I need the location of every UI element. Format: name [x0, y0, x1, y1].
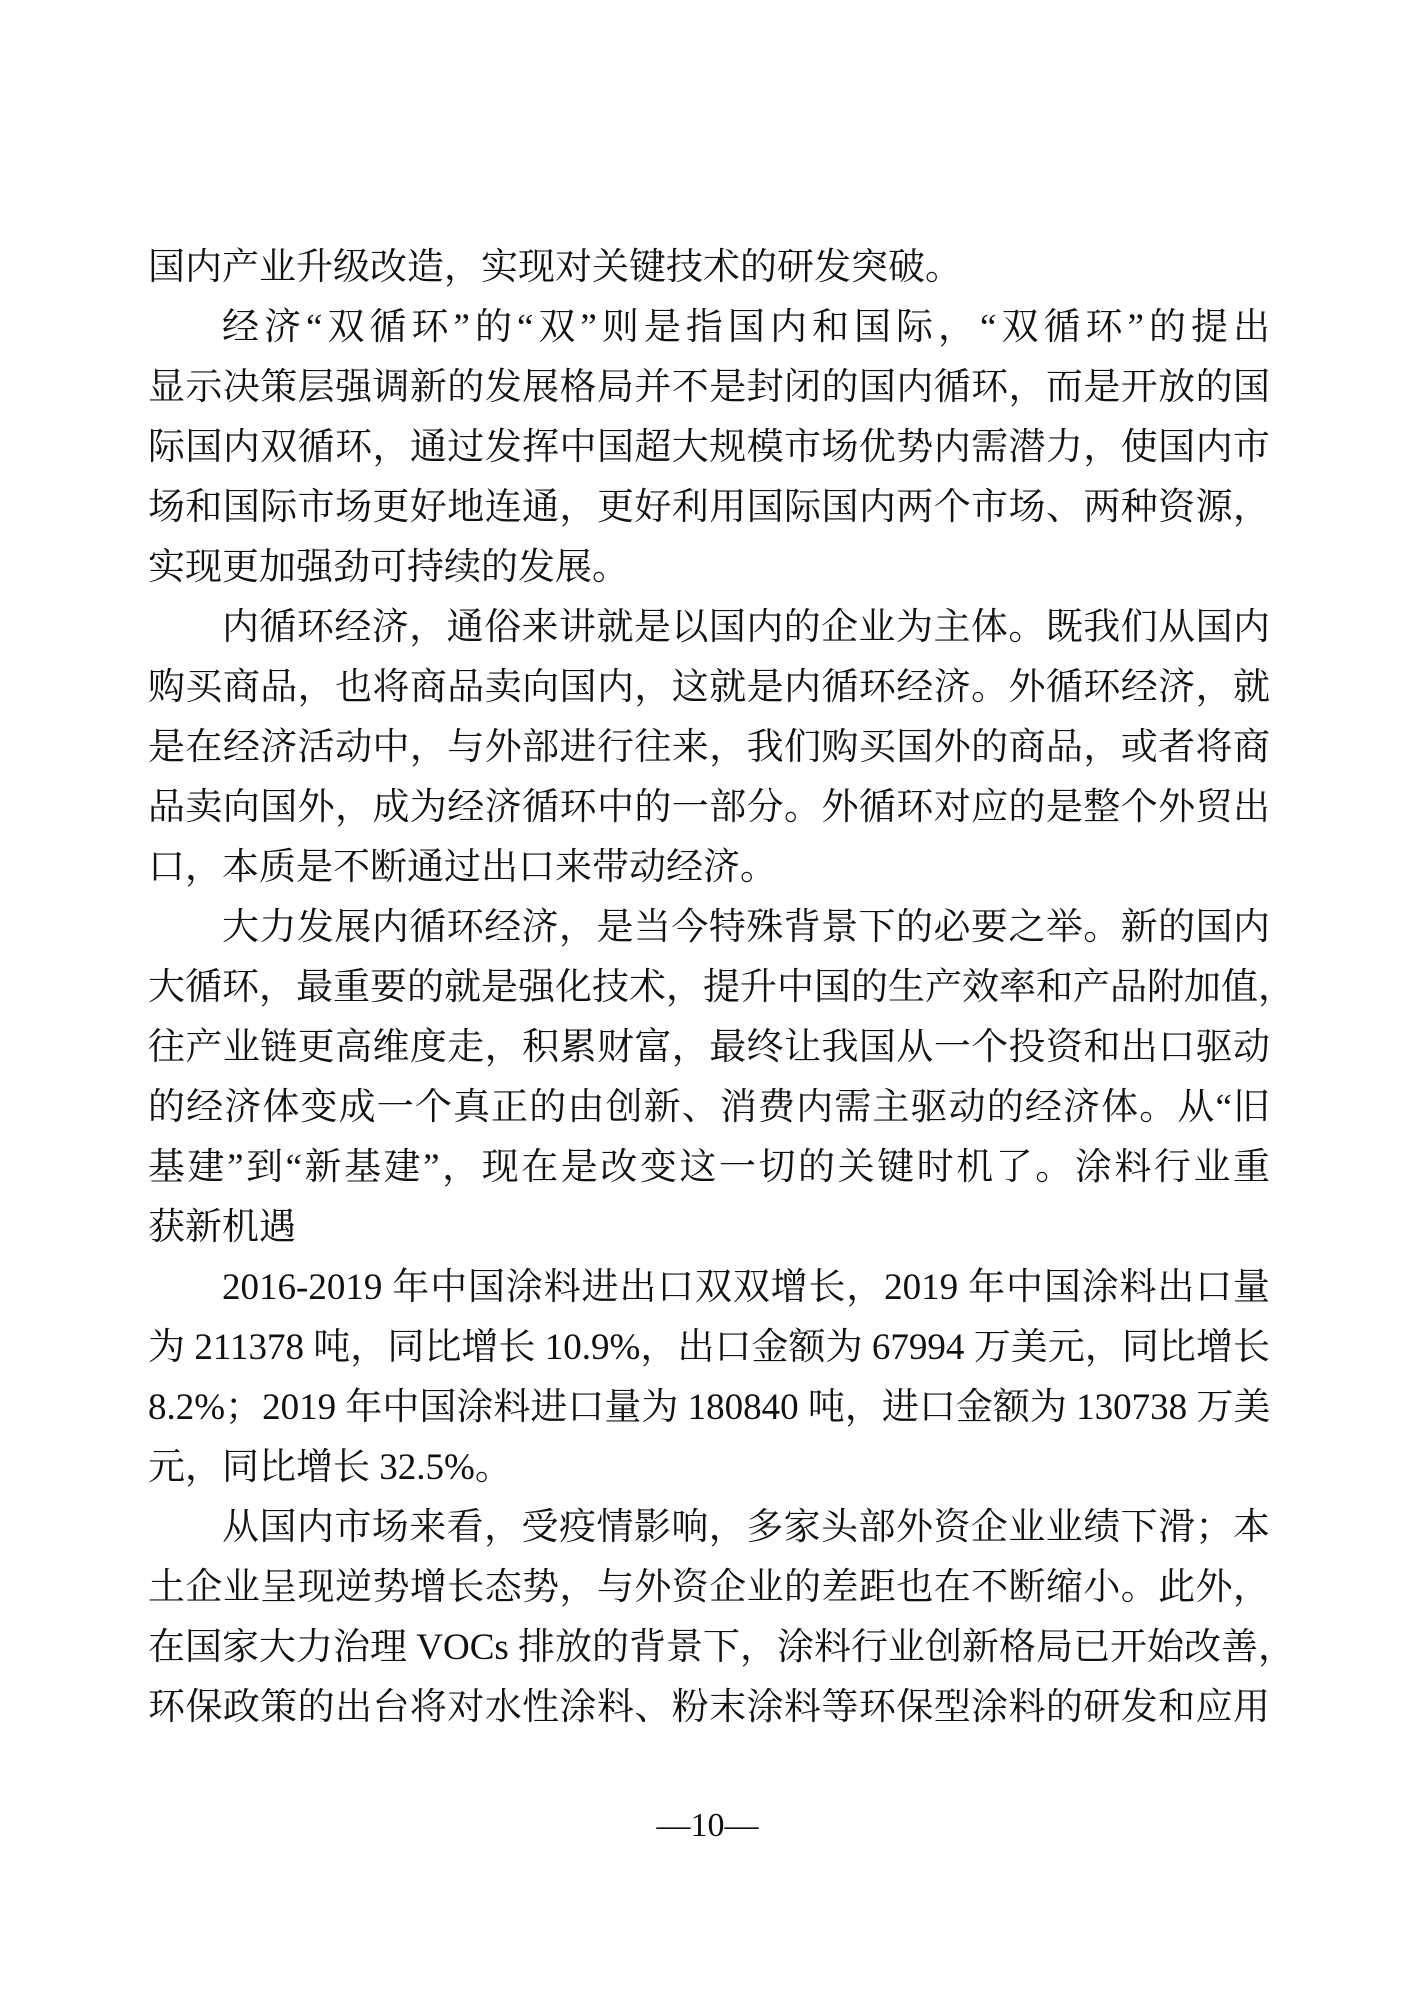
- text-line: 国内产业升级改造，实现对关键技术的研发突破。: [148, 247, 962, 288]
- text-line: 大力发展内循环经济，是当今特殊背景下的必要之举。新的国内: [222, 907, 1270, 948]
- text-line: 往产业链更高维度走，积累财富，最终让我国从一个投资和出口驱动: [148, 1027, 1270, 1068]
- text-line: 购买商品，也将商品卖向国内，这就是内循环经济。外循环经济，就: [148, 667, 1270, 708]
- page-footer: [0, 1796, 1415, 1856]
- text-line: 大循环，最重要的就是强化技术，提升中国的生产效率和产品附加值，: [148, 967, 1295, 1008]
- text-line: 品卖向国外，成为经济循环中的一部分。外循环对应的是整个外贸出: [148, 787, 1270, 828]
- text-line: 获新机遇: [148, 1207, 296, 1248]
- text-line: 内循环经济，通俗来讲就是以国内的企业为主体。既我们从国内: [222, 607, 1270, 648]
- text-line: 8.2%；2019 年中国涂料进口量为 180840 吨，进口金额为 130738 万美: [148, 1387, 1271, 1428]
- text-line: 实现更加强劲可持续的发展。: [148, 547, 629, 588]
- text-line: 在国家大力治理 VOCs 排放的背景下，涂料行业创新格局已开始改善，: [148, 1627, 1296, 1668]
- text-line: 从国内市场来看，受疫情影响，多家头部外资企业业绩下滑；本: [222, 1507, 1270, 1548]
- text-line: 为 211378 吨，同比增长 10.9%，出口金额为 67994 万美元，同比增长: [148, 1327, 1270, 1368]
- text-line: 场和国际市场更好地连通，更好利用国际国内两个市场、两种资源，: [148, 487, 1270, 528]
- text-line: 的经济体变成一个真正的由创新、消费内需主驱动的经济体。从“旧: [148, 1087, 1270, 1128]
- text-line: 元，同比增长 32.5%。: [148, 1447, 512, 1488]
- page-number: —10—: [656, 1807, 759, 1844]
- text-line: 显示决策层强调新的发展格局并不是封闭的国内循环，而是开放的国: [148, 367, 1270, 408]
- text-line: 基建”到“新基建”，现在是改变这一切的关键时机了。涂料行业重: [148, 1147, 1270, 1188]
- text-line: 2016-2019 年中国涂料进出口双双增长，2019 年中国涂料出口量: [222, 1267, 1270, 1308]
- text-line: 经济“双循环”的“双”则是指国内和国际，“双循环”的提出: [222, 307, 1270, 348]
- text-line: 环保政策的出台将对水性涂料、粉末涂料等环保型涂料的研发和应用: [148, 1687, 1270, 1728]
- text-line: 际国内双循环，通过发挥中国超大规模市场优势内需潜力，使国内市: [148, 427, 1270, 468]
- document-text: [148, 238, 1296, 1738]
- text-line: 土企业呈现逆势增长态势，与外资企业的差距也在不断缩小。此外，: [148, 1567, 1270, 1608]
- text-line: 是在经济活动中，与外部进行往来，我们购买国外的商品，或者将商: [148, 727, 1270, 768]
- text-line: 口，本质是不断通过出口来带动经济。: [148, 847, 777, 888]
